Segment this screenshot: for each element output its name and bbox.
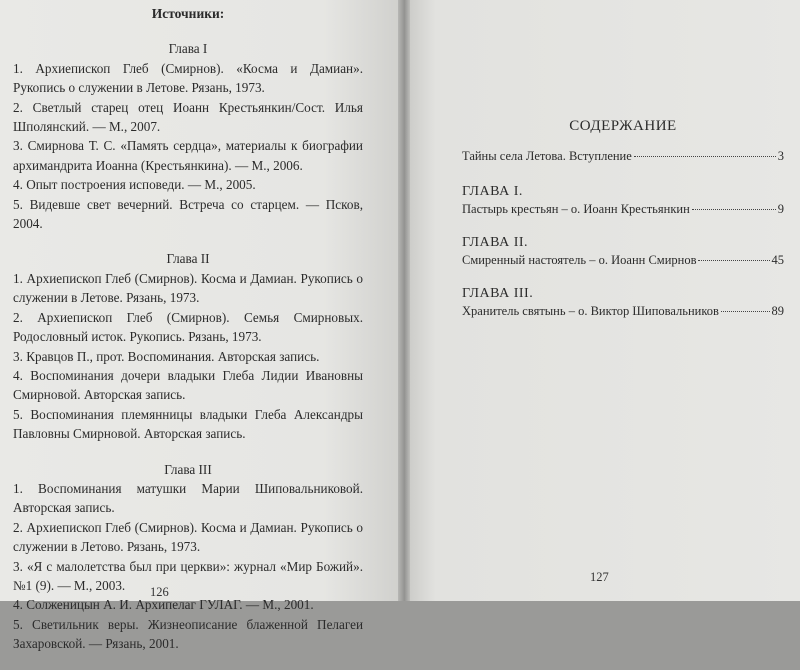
source-entry: 5. Светильник веры. Жизнеописание блаженной Пелагеи Захаровской. — Рязань, 2001. <box>13 616 363 652</box>
left-page <box>0 0 404 652</box>
source-entry: 5. Воспоминания племянницы владыки Глеба Александры Павловны Смирновой. Авторская запись. <box>13 406 363 442</box>
source-entry: 1. Архиепископ Глеб (Смирнов). Косма и Дамиан. Рукопись о служении в Летове. Рязань, 1973. <box>13 270 363 306</box>
sources-chapter <box>13 460 363 654</box>
toc-intro-page: 3 <box>777 149 784 163</box>
source-entry: 5. Видевше свет вечерний. Встреча со старцем. — Псков, 2004. <box>13 196 363 232</box>
left-page-number: 126 <box>150 585 169 599</box>
sources-chapters <box>13 39 363 653</box>
toc-leader-dots <box>692 209 776 210</box>
toc-intro-row <box>462 149 784 164</box>
chapter-heading: Глава II <box>166 251 210 267</box>
chapter-heading: Глава III <box>164 461 212 477</box>
contents-title: СОДЕРЖАНИЕ <box>569 118 677 134</box>
source-entry: 4. Солженицын А. И. Архипелаг ГУЛАГ. — М., 2001. <box>13 597 314 613</box>
source-entry: 2. Архиепископ Глеб (Смирнов). Семья Смирновых. Родословный исток. Рукопись. Рязань, 1973. <box>13 309 363 345</box>
source-entry: 3. Кравцов П., прот. Воспоминания. Авторская запись. <box>13 348 320 364</box>
source-entry: 1. Архиепископ Глеб (Смирнов). «Косма и Дамиан». Рукопись о служении в Летове. Рязань, 1973. <box>13 60 363 96</box>
toc-entry-text: Смиренный настоятель – о. Иоанн Смирнов <box>462 253 697 267</box>
toc-entry-page: 89 <box>771 304 784 318</box>
toc-chapter-heading: ГЛАВА III. <box>462 286 534 301</box>
toc-entry-text: Пастырь крестьян – о. Иоанн Крестьянкин <box>462 202 690 216</box>
toc-sections <box>462 184 784 319</box>
source-entry: 2. Архиепископ Глеб (Смирнов). Косма и Дамиан. Рукопись о служении в Летово. Рязань, 1973. <box>13 519 363 555</box>
source-entry: 3. «Я с малолетства был при церкви»: журнал «Мир Божий». №1 (9). — М., 2003. <box>13 558 363 593</box>
toc-entry-page: 9 <box>777 202 784 216</box>
sources-chapter <box>13 249 363 443</box>
toc-leader-dots <box>721 311 770 312</box>
toc-row <box>462 253 784 268</box>
sources-title: Источники: <box>151 6 225 21</box>
source-entry: 4. Опыт построения исповеди. — М., 2005. <box>13 177 256 193</box>
toc-chapter-heading: ГЛАВА II. <box>462 235 529 250</box>
source-entry: 2. Светлый старец отец Иоанн Крестьянкин/Сост. Илья Шполянский. — М., 2007. <box>13 99 363 135</box>
toc-entry-text: Хранитель святынь – о. Виктор Шиповальников <box>462 304 719 318</box>
contents-section <box>462 118 784 337</box>
book-gutter <box>398 0 410 601</box>
right-page-number: 127 <box>590 570 609 584</box>
chapter-heading: Глава I <box>168 41 208 57</box>
toc-leader-dots <box>698 260 769 261</box>
toc-row <box>462 304 784 319</box>
source-entry: 1. Воспоминания матушки Марии Шиповальниковой. Авторская запись. <box>13 480 363 516</box>
sources-chapter <box>13 39 363 233</box>
source-entry: 4. Воспоминания дочери владыки Глеба Лидии Ивановны Смирновой. Авторская запись. <box>13 367 363 403</box>
sources-section <box>13 4 363 670</box>
toc-intro-text: Тайны села Летова. Вступление <box>462 149 632 163</box>
toc-leader-dots <box>634 156 776 157</box>
toc-row <box>462 202 784 217</box>
toc-chapter-heading: ГЛАВА I. <box>462 184 523 199</box>
toc-entry-page: 45 <box>771 253 784 267</box>
source-entry: 3. Смирнова Т. С. «Память сердца», материалы к биографии архимандрита Иоанна (Крестьянкина). — М., 2006. <box>13 138 363 173</box>
